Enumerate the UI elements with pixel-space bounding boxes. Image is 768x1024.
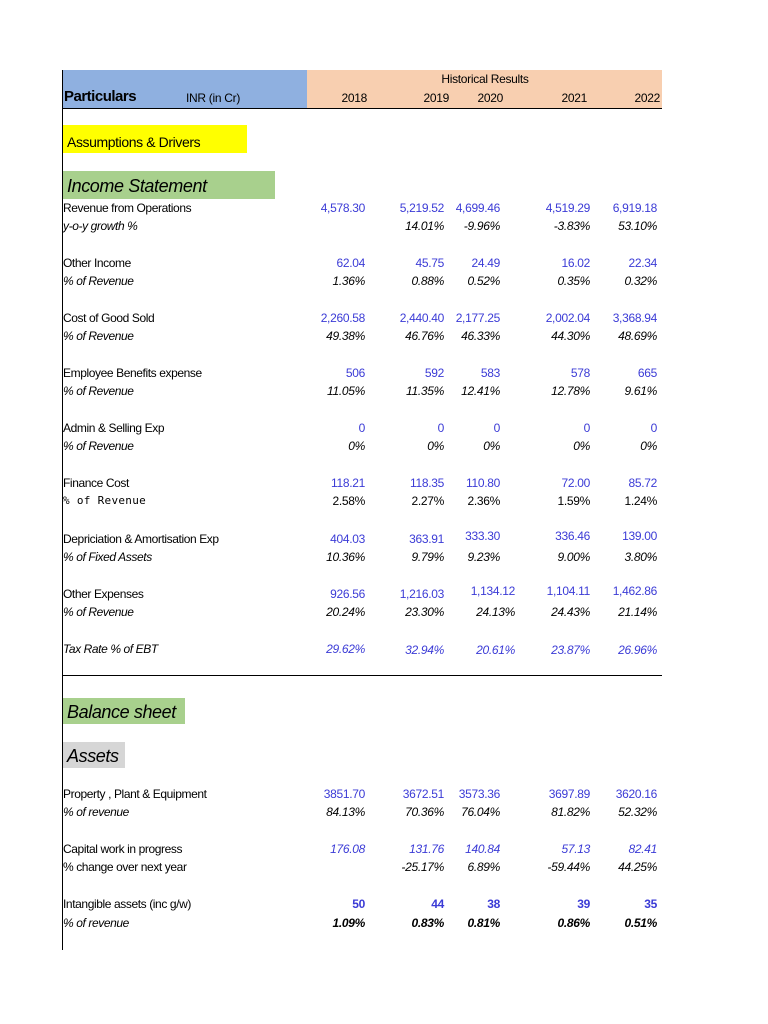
cell: 176.08 bbox=[330, 842, 365, 856]
cell: 84.13% bbox=[326, 805, 365, 819]
cell: 4,578.30 bbox=[320, 201, 365, 215]
cell: 0.81% bbox=[467, 916, 500, 930]
cell: 592 bbox=[424, 366, 444, 380]
cell: 10.36% bbox=[326, 550, 365, 564]
cell: 45.75 bbox=[415, 256, 444, 270]
cell: 57.13 bbox=[561, 842, 590, 856]
cell: 1,216.03 bbox=[399, 587, 444, 601]
cell: 665 bbox=[637, 366, 657, 380]
cell: 24.49 bbox=[471, 256, 500, 270]
cell: 4,519.29 bbox=[545, 201, 590, 215]
cell: 6,919.18 bbox=[612, 201, 657, 215]
cell: 0.83% bbox=[411, 916, 444, 930]
cell: 583 bbox=[480, 366, 500, 380]
row-label: Intangible assets (inc g/w) bbox=[63, 897, 191, 911]
cell: 336.46 bbox=[555, 529, 590, 543]
row-label: % of Revenue bbox=[63, 494, 147, 507]
row-label: % of Revenue bbox=[63, 329, 134, 343]
cell: 2.58% bbox=[332, 494, 365, 508]
cell: 1,134.12 bbox=[470, 584, 515, 598]
cell: 2,177.25 bbox=[455, 311, 500, 325]
cell: 2,260.58 bbox=[320, 311, 365, 325]
cell: 0 bbox=[493, 421, 500, 435]
cell: 20.24% bbox=[326, 605, 365, 619]
cell: 50 bbox=[352, 897, 365, 911]
cell: 44.25% bbox=[618, 860, 657, 874]
row-label: % of Revenue bbox=[63, 384, 134, 398]
row-label: Other Income bbox=[63, 256, 131, 270]
row-label: % of Fixed Assets bbox=[63, 550, 152, 564]
row-label: Admin & Selling Exp bbox=[63, 421, 165, 435]
cell: 0 bbox=[358, 421, 365, 435]
cell: 0% bbox=[483, 439, 500, 453]
cell: 4,699.46 bbox=[455, 201, 500, 215]
cell: 12.41% bbox=[461, 384, 500, 398]
row-label: Tax Rate % of EBT bbox=[63, 642, 158, 656]
cell: 29.62% bbox=[326, 642, 365, 656]
unit-label: INR (in Cr) bbox=[186, 91, 241, 105]
cell: 3.80% bbox=[624, 550, 657, 564]
cell: 2,440.40 bbox=[399, 311, 444, 325]
cell: 3620.16 bbox=[615, 787, 657, 801]
cell: 1,462.86 bbox=[612, 584, 657, 598]
cell: 5,219.52 bbox=[399, 201, 444, 215]
cell: 0% bbox=[348, 439, 365, 453]
cell: 3,368.94 bbox=[612, 311, 657, 325]
cell: 11.35% bbox=[405, 384, 444, 398]
cell: 44 bbox=[431, 897, 444, 911]
cell: 0.88% bbox=[411, 274, 444, 288]
cell: 0.35% bbox=[557, 274, 590, 288]
cell: 139.00 bbox=[622, 529, 657, 543]
cell: 110.80 bbox=[465, 476, 500, 490]
cell: 2.36% bbox=[467, 494, 500, 508]
balance-sheet-section: Balance sheet bbox=[63, 698, 185, 724]
cell: 363.91 bbox=[409, 532, 444, 546]
cell: 23.87% bbox=[551, 643, 590, 657]
cell: 578 bbox=[570, 366, 590, 380]
cell: 506 bbox=[345, 366, 365, 380]
cell: 20.61% bbox=[476, 643, 515, 657]
cell: 21.14% bbox=[618, 605, 657, 619]
cell: 3672.51 bbox=[402, 787, 444, 801]
cell: 24.43% bbox=[551, 605, 590, 619]
cell: 1.36% bbox=[332, 274, 365, 288]
cell: 72.00 bbox=[561, 476, 590, 490]
cell: 9.79% bbox=[411, 550, 444, 564]
cell: 24.13% bbox=[476, 605, 515, 619]
row-label: Employee Benefits expense bbox=[63, 366, 202, 380]
income-statement-bottom-border bbox=[62, 675, 662, 676]
cell: 0% bbox=[427, 439, 444, 453]
cell: 1.24% bbox=[624, 494, 657, 508]
year-2019: 2019 bbox=[423, 91, 449, 105]
cell: 0.86% bbox=[557, 916, 590, 930]
row-label: Revenue from Operations bbox=[63, 201, 192, 215]
row-label: % of Revenue bbox=[63, 274, 134, 288]
cell: 1.59% bbox=[557, 494, 590, 508]
cell: 926.56 bbox=[330, 587, 365, 601]
particulars-heading: Particulars bbox=[64, 88, 137, 105]
cell: 140.84 bbox=[465, 842, 500, 856]
cell: 32.94% bbox=[405, 643, 444, 657]
cell: 0 bbox=[437, 421, 444, 435]
cell: -9.96% bbox=[463, 219, 500, 233]
cell: 11.05% bbox=[326, 384, 365, 398]
row-label: % change over next year bbox=[63, 860, 187, 874]
income-statement-section: Income Statement bbox=[63, 171, 275, 199]
cell: 82.41 bbox=[628, 842, 657, 856]
cell: 22.34 bbox=[628, 256, 657, 270]
row-label: y-o-y growth % bbox=[63, 219, 138, 233]
cell: 14.01% bbox=[405, 219, 444, 233]
cell: 12.78% bbox=[551, 384, 590, 398]
row-label: Capital work in progress bbox=[63, 842, 183, 856]
cell: 1.09% bbox=[332, 916, 365, 930]
cell: 46.76% bbox=[405, 329, 444, 343]
cell: 9.61% bbox=[624, 384, 657, 398]
row-label: % of Revenue bbox=[63, 605, 134, 619]
cell: 39 bbox=[577, 897, 590, 911]
cell: 70.36% bbox=[405, 805, 444, 819]
cell: -3.83% bbox=[553, 219, 590, 233]
assumptions-drivers-section: Assumptions & Drivers bbox=[63, 125, 247, 153]
cell: 6.89% bbox=[467, 860, 500, 874]
cell: 35 bbox=[644, 897, 657, 911]
cell: 118.21 bbox=[330, 476, 365, 490]
row-label: Finance Cost bbox=[63, 476, 129, 490]
cell: 1,104.11 bbox=[546, 584, 590, 598]
cell: -59.44% bbox=[547, 860, 590, 874]
cell: 26.96% bbox=[618, 643, 657, 657]
cell: 0.52% bbox=[467, 274, 500, 288]
cell: 0.32% bbox=[624, 274, 657, 288]
row-label: Property , Plant & Equipment bbox=[63, 787, 207, 801]
cell: 53.10% bbox=[618, 219, 657, 233]
cell: 85.72 bbox=[628, 476, 657, 490]
year-2020: 2020 bbox=[477, 91, 503, 105]
row-label: Depriciation & Amortisation Exp bbox=[63, 532, 219, 546]
historical-results-heading: Historical Results bbox=[441, 72, 529, 86]
row-label: % of revenue bbox=[63, 805, 129, 819]
header-bottom-border bbox=[62, 108, 662, 109]
assets-section: Assets bbox=[63, 742, 125, 768]
cell: 0% bbox=[573, 439, 590, 453]
cell: 81.82% bbox=[551, 805, 590, 819]
cell: 2,002.04 bbox=[545, 311, 590, 325]
year-2022: 2022 bbox=[634, 91, 660, 105]
cell: 9.00% bbox=[557, 550, 590, 564]
row-label: % of revenue bbox=[63, 916, 129, 930]
cell: 3851.70 bbox=[323, 787, 365, 801]
cell: 2.27% bbox=[411, 494, 444, 508]
cell: 9.23% bbox=[467, 550, 500, 564]
cell: 118.35 bbox=[409, 476, 444, 490]
cell: 0% bbox=[640, 439, 657, 453]
cell: 0.51% bbox=[624, 916, 657, 930]
cell: 404.03 bbox=[330, 532, 365, 546]
row-label: Cost of Good Sold bbox=[63, 311, 155, 325]
cell: 52.32% bbox=[618, 805, 657, 819]
cell: 0 bbox=[583, 421, 590, 435]
cell: 333.30 bbox=[465, 529, 500, 543]
year-2021: 2021 bbox=[561, 91, 587, 105]
cell: 3573.36 bbox=[458, 787, 500, 801]
cell: 76.04% bbox=[461, 805, 500, 819]
cell: 16.02 bbox=[561, 256, 590, 270]
cell: 44.30% bbox=[551, 329, 590, 343]
cell: 23.30% bbox=[405, 605, 444, 619]
cell: 49.38% bbox=[326, 329, 365, 343]
cell: 46.33% bbox=[461, 329, 500, 343]
cell: 48.69% bbox=[618, 329, 657, 343]
cell: 131.76 bbox=[409, 842, 444, 856]
cell: 3697.89 bbox=[548, 787, 590, 801]
cell: 62.04 bbox=[336, 256, 365, 270]
cell: 38 bbox=[487, 897, 500, 911]
year-2018: 2018 bbox=[341, 91, 367, 105]
row-label: Other Expenses bbox=[63, 587, 144, 601]
cell: -25.17% bbox=[401, 860, 444, 874]
cell: 0 bbox=[650, 421, 657, 435]
row-label: % of Revenue bbox=[63, 439, 134, 453]
